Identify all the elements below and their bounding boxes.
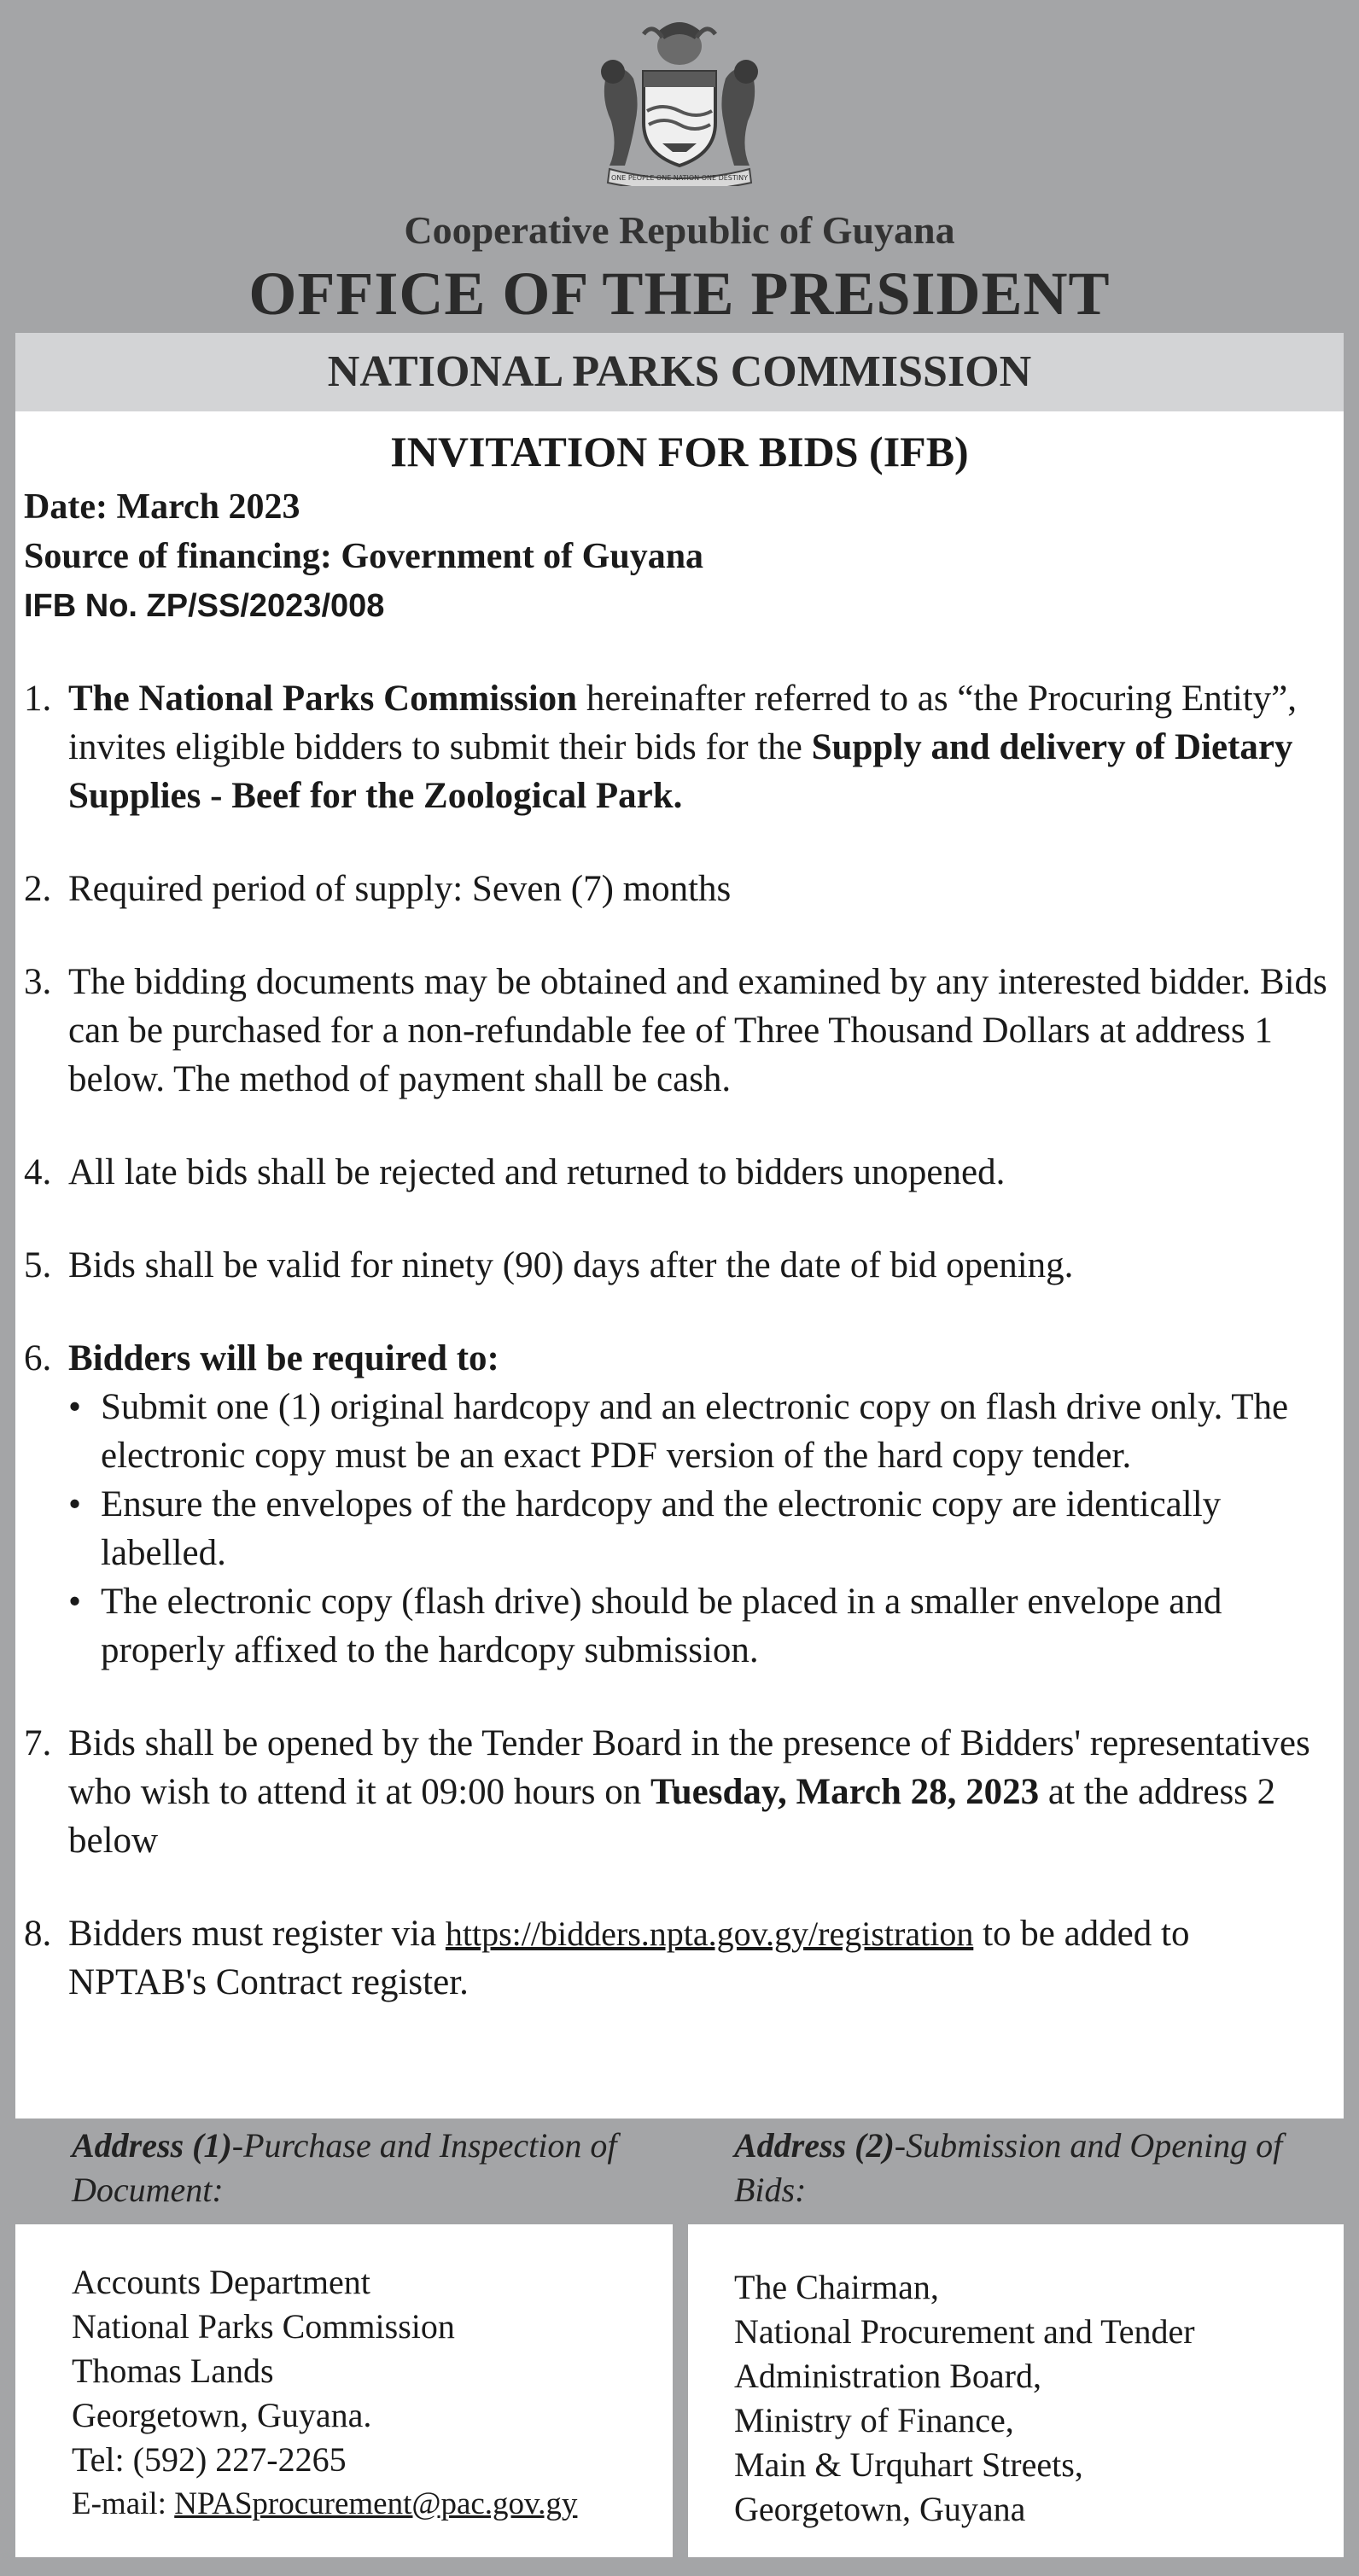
address-line: The Chairman, xyxy=(734,2268,939,2306)
item-text: All late bids shall be rejected and returned to bidders unopened. xyxy=(68,1152,1006,1192)
email-link[interactable]: NPASprocurement@pac.gov.gy xyxy=(174,2486,578,2521)
address-line: Ministry of Finance, xyxy=(734,2401,1014,2439)
item-number: 6. xyxy=(24,1338,52,1378)
motto-text: ONE PEOPLE ONE NATION ONE DESTINY xyxy=(610,174,749,182)
country-name: Cooperative Republic of Guyana xyxy=(404,208,955,252)
item-number: 4. xyxy=(24,1152,52,1192)
bullet-text: Ensure the envelopes of the hardcopy and the electronic copy are identically labelled. xyxy=(101,1484,1222,1573)
item-number: 2. xyxy=(24,869,52,909)
item-text: at the address 2 below xyxy=(68,1772,1276,1861)
guyana-coat-of-arms-icon xyxy=(584,19,775,186)
address-line: Administration Board, xyxy=(734,2357,1041,2395)
address-2-label: Address (2) xyxy=(734,2126,895,2165)
bullet-icon: • xyxy=(68,1582,82,1622)
financing-source: Source of financing: Government of Guyana xyxy=(24,537,704,576)
address-1-box xyxy=(15,2224,673,2557)
item-number: 5. xyxy=(24,1245,52,1285)
item-text: Bidders must register via xyxy=(68,1914,446,1954)
header xyxy=(0,0,1359,333)
bid-date: Date: March 2023 xyxy=(24,487,300,527)
opening-date: Tuesday, March 28, 2023 xyxy=(650,1772,1040,1812)
item-number: 7. xyxy=(24,1723,52,1763)
item-number: 3. xyxy=(24,962,52,1002)
item-text: The bidding documents may be obtained and examined by any interested bidder. Bids can be purchased for a non-refundable fee of Three Thousand Dollars at address 1 below. The method of payment shall be cash. xyxy=(68,962,1327,1099)
list-item xyxy=(24,1909,1330,2007)
address-line: Accounts Department xyxy=(72,2263,370,2301)
bullet-icon: • xyxy=(68,1484,82,1524)
procuring-entity-name: The National Parks Commission xyxy=(68,679,578,719)
list-item xyxy=(24,1334,1330,1675)
address-line: National Procurement and Tender xyxy=(734,2312,1195,2351)
item-number: 1. xyxy=(24,679,52,719)
bullet-item xyxy=(68,1480,1330,1577)
commission-banner: NATIONAL PARKS COMMISSION xyxy=(15,333,1344,411)
address-line: Georgetown, Guyana. xyxy=(72,2396,372,2434)
bullet-text: Submit one (1) original hardcopy and an electronic copy on flash drive only. The electronic copy must be an exact PDF version of the hard copy tender. xyxy=(101,1387,1289,1476)
item-text: to be added to NPTAB's Contract register. xyxy=(68,1914,1190,2002)
list-item xyxy=(24,958,1330,1104)
supply-description: Supply and delivery of Dietary Supplies - Beef for the Zoological Park. xyxy=(68,727,1293,816)
bullet-item xyxy=(68,1383,1330,1480)
address-2-desc: -Submission and Opening of Bids: xyxy=(734,2126,1283,2209)
bullet-icon: • xyxy=(68,1387,82,1427)
address-1-label: Address (1) xyxy=(72,2126,232,2165)
address-2-heading xyxy=(734,2124,1340,2212)
list-item xyxy=(24,1148,1330,1197)
address-line: Main & Urquhart Streets, xyxy=(734,2445,1083,2484)
office-title: OFFICE OF THE PRESIDENT xyxy=(248,259,1111,328)
requirements-heading: Bidders will be required to: xyxy=(68,1338,499,1378)
phone-line: Tel: (592) 227-2265 xyxy=(72,2440,347,2479)
bullet-text: The electronic copy (flash drive) should be placed in a smaller envelope and properly affixed to the hardcopy submission. xyxy=(101,1582,1222,1670)
address-1-desc: -Purchase and Inspection of Document: xyxy=(72,2126,617,2209)
list-item xyxy=(24,674,1330,820)
address-2-box xyxy=(688,2224,1344,2557)
item-text: hereinafter referred to as “the Procuring Entity”, invites eligible bidders to submit their bids for the xyxy=(68,679,1297,767)
item-text: Required period of supply: Seven (7) months xyxy=(68,869,732,909)
bullet-item xyxy=(68,1577,1330,1675)
address-line: Thomas Lands xyxy=(72,2352,274,2390)
page-title: INVITATION FOR BIDS (IFB) xyxy=(390,428,969,475)
email-line xyxy=(72,2482,577,2526)
item-number: 8. xyxy=(24,1914,52,1954)
email-label: E-mail: xyxy=(72,2486,175,2521)
address-line: Georgetown, Guyana xyxy=(734,2490,1026,2528)
bid-items xyxy=(24,674,1330,2051)
address-1-heading xyxy=(72,2124,669,2212)
content-panel xyxy=(15,333,1344,2118)
item-text: Bids shall be opened by the Tender Board in the presence of Bidders' representatives who wish to attend it at 09:00 hours on xyxy=(68,1723,1310,1812)
registration-link[interactable]: https://bidders.npta.gov.gy/registration xyxy=(445,1915,974,1953)
item-text: Bids shall be valid for ninety (90) days after the date of bid opening. xyxy=(68,1245,1074,1285)
bid-meta xyxy=(24,482,703,631)
address-line: National Parks Commission xyxy=(72,2307,455,2346)
ifb-number: IFB No. ZP/SS/2023/008 xyxy=(24,588,385,624)
list-item xyxy=(24,865,1330,913)
list-item xyxy=(24,1719,1330,1865)
list-item xyxy=(24,1241,1330,1290)
